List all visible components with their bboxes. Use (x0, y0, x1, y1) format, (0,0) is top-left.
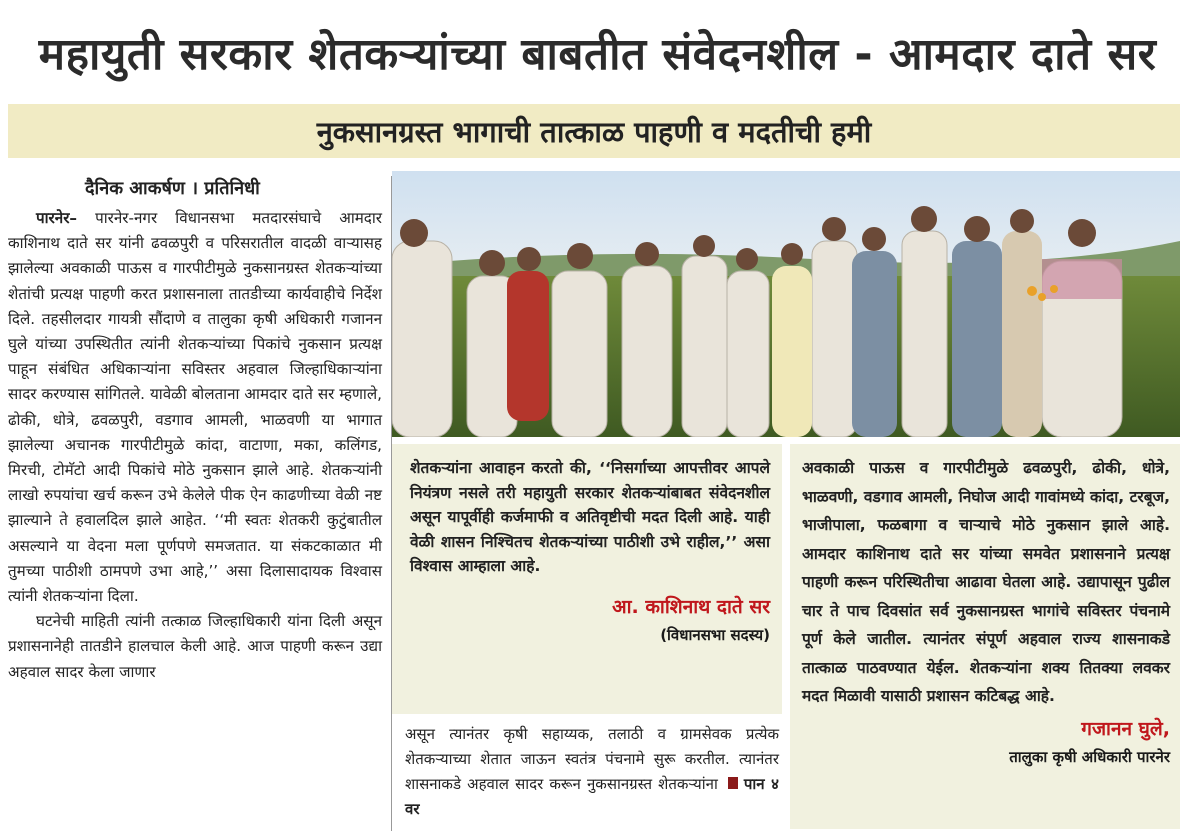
quote-box-mla (392, 444, 782, 714)
lead-para-1-text: पारनेर-नगर विधानसभा मतदारसंघाचे आमदार काशिनाथ दाते सर यांनी ढवळपुरी व परिसरातील वादळी वाऱ्यासह झालेल्या अवकाळी पाऊस व गारपीटीमुळे नुकसानग्रस्त शेतकऱ्यांच्या शेतांची प्रत्यक्ष पाहणी करत प्रशासनाला तातडीच्या कार्यवाहीचे निर्देश दिले. तहसीलदार गायत्री सौंदाणे व तालुका कृषी अधिकारी गजानन घुले यांच्या उपस्थितीत त्यांनी शेतकऱ्यांच्या पिकांचे नुकसान प्रत्यक्ष पाहून संबंधित अधिकाऱ्यांना सविस्तर अहवाल जिल्हाधिकाऱ्यांना सादर करण्यास सांगितले. यावेळी बोलताना आमदार दाते सर म्हणाले, ढोकी, धोत्रे, ढवळपुरी, वडगाव आमली, भाळवणी या भागात झालेल्या अचानक गारपीटीमुळे कांदा, वाटाणा, मका, कलिंगड, मिरची, टोमॅटो आदी पिकांचे मोठे नुकसान झाले आहे. शेतकऱ्यांनी लाखो रुपयांचा खर्च करून उभे केलेले पीक ऐन काढणीच्या वेळी नष्ट झाल्याने ते हवालदिल झाले आहेत. ‘‘मी स्वतः शेतकरी कुटुंबातील असल्याने या वेदना मला पूर्णपणे समजतात. या संकटकाळात मी तुमच्या पाठीशी ठामपणे उभा आहे,’’ असा दिलासादायक विश्वास त्यांनी शेतकऱ्यांना दिला. (8, 209, 383, 606)
page-reference: पान ४ वर (405, 775, 779, 818)
quote-box-officer (790, 444, 1180, 829)
news-photo (392, 171, 1180, 437)
subheadline-bar (8, 104, 1180, 158)
lead-article (8, 206, 382, 685)
headline: महायुती सरकार शेतकऱ्यांच्या बाबतीत संवेदनशील - आमदार दाते सर (38, 29, 1157, 80)
continued-marker-icon (728, 777, 738, 789)
quote-officer-designation: तालुका कृषी अधिकारी पारनेर (1009, 748, 1170, 766)
quote-mla-signature: आ. काशिनाथ दाते सर (612, 595, 770, 618)
byline: दैनिक आकर्षण । प्रतिनिधी (85, 178, 260, 199)
lead-para-1 (8, 206, 382, 609)
quote-officer-text: अवकाळी पाऊस व गारपीटीमुळे ढवळपुरी, ढोकी, धोत्रे, भाळवणी, वडगाव आमली, निघोज आदी गावांमध्ये कांदा, टरबूज, भाजीपाला, फळबागा व चाऱ्याचे मोठे नुकसान झाले आहे. आमदार काशिनाथ दाते सर यांच्या समवेत प्रशासनाने प्रत्यक्ष पाहणी करून परिस्थितीचा आढावा घेतला आहे. उद्यापासून पुढील चार ते पाच दिवसांत सर्व नुकसानग्रस्त भागांचे सविस्तर पंचनामे पूर्ण केले जातील. त्यानंतर संपूर्ण अहवाल राज्य शासनाकडे तात्काळ पाठवण्यात येईल. शेतकऱ्यांना शक्य तितक्या लवकर मदत मिळावी यासाठी प्रशासन कटिबद्ध आहे. (802, 459, 1170, 705)
dateline-place: पारनेर– (36, 209, 78, 227)
quote-officer-signature: गजानन घुले, (1081, 717, 1170, 740)
continuation-body: असून त्यानंतर कृषी सहाय्यक, तलाठी व ग्रामसेवक प्रत्येक शेतकऱ्याच्या शेतात जाऊन स्वतंत्र पंचनामे सुरू करतील. त्यानंतर शासनाकडे अहवाल सादर करून नुकसानग्रस्त शेतकऱ्यांना (405, 725, 779, 793)
lead-para-2: घटनेची माहिती त्यांनी तत्काळ जिल्हाधिकारी यांना दिली असून प्रशासनानेही तातडीने हालचाल केली आहे. आज पाहणी करून उद्या अहवाल सादर केला जाणार (8, 612, 382, 681)
continuation-text (405, 722, 779, 822)
quote-mla-designation: (विधानसभा सदस्य) (660, 626, 770, 644)
subheadline: नुकसानग्रस्त भागाची तात्काळ पाहणी व मदतीची हमी (316, 114, 872, 149)
field-inspection-photo (392, 171, 1180, 437)
quote-mla-text: शेतकऱ्यांना आवाहन करतो की, ‘‘निसर्गाच्या आपत्तीवर आपले नियंत्रण नसले तरी महायुती सरकार शेतकऱ्यांबाबत संवेदनशील असून यापूर्वीही कर्जमाफी व अतिवृष्टीची मदत दिली आहे. याही वेळी शासन निश्चितच शेतकऱ्यांच्या पाठीशी उभे राहील,’’ असा विश्वास आम्हाला आहे. (410, 459, 770, 575)
